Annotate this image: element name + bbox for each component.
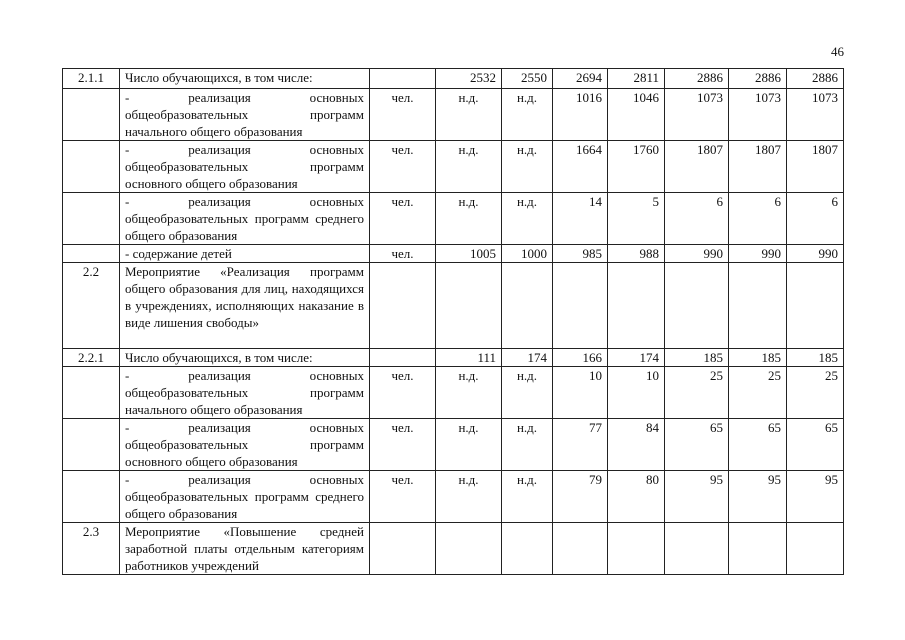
row-unit-cell: чел. [370,245,436,263]
value-cell: 84 [608,419,665,471]
value-cell [553,523,608,575]
value-cell [665,523,729,575]
value-cell: 185 [787,349,844,367]
value-cell: 1760 [608,141,665,193]
value-cell: 95 [729,471,787,523]
value-cell: 2811 [608,69,665,89]
row-number-cell: 2.3 [63,523,120,575]
value-cell: 65 [729,419,787,471]
value-cell: 25 [729,367,787,419]
value-cell [553,263,608,349]
row-name-cell: Число обучающихся, в том числе: [120,69,370,89]
row-unit-cell: чел. [370,471,436,523]
value-cell: 185 [665,349,729,367]
row-name-cell: Мероприятие «Реализация программ общего образования для лиц, находящихся в учреждениях, исполняющих наказание в виде лишения свободы» [120,263,370,349]
value-cell: 174 [608,349,665,367]
value-cell: 1807 [787,141,844,193]
row-unit-cell: чел. [370,419,436,471]
table-row [63,69,844,89]
table-row [63,523,844,575]
value-cell: 1073 [665,89,729,141]
value-cell: н.д. [502,141,553,193]
value-cell: 2886 [665,69,729,89]
table-row [63,141,844,193]
row-number-cell [63,367,120,419]
value-cell: 25 [787,367,844,419]
table-row [63,367,844,419]
row-name-cell: - реализация основных общеобразовательных программ среднего общего образования [120,193,370,245]
row-name-cell: - реализация основных общеобразовательных программ среднего общего образования [120,471,370,523]
value-cell [787,523,844,575]
value-cell: 2694 [553,69,608,89]
value-cell: 1046 [608,89,665,141]
value-cell: н.д. [436,89,502,141]
value-cell [436,523,502,575]
table-row [63,193,844,245]
row-unit-cell: чел. [370,367,436,419]
row-unit-cell [370,523,436,575]
value-cell: н.д. [502,419,553,471]
value-cell: 1807 [665,141,729,193]
value-cell: 65 [787,419,844,471]
value-cell: 6 [787,193,844,245]
row-number-cell [63,141,120,193]
value-cell: 1664 [553,141,608,193]
value-cell: 1807 [729,141,787,193]
value-cell: 95 [787,471,844,523]
row-unit-cell: чел. [370,89,436,141]
value-cell: 1016 [553,89,608,141]
value-cell [608,263,665,349]
value-cell: 185 [729,349,787,367]
row-number-cell [63,89,120,141]
row-unit-cell [370,349,436,367]
value-cell [436,263,502,349]
row-number-cell: 2.2 [63,263,120,349]
row-name-cell: - содержание детей [120,245,370,263]
value-cell: н.д. [502,89,553,141]
value-cell: 25 [665,367,729,419]
value-cell: 2532 [436,69,502,89]
table-row [63,263,844,349]
table-row [63,349,844,367]
row-unit-cell [370,69,436,89]
value-cell: н.д. [436,419,502,471]
table-row [63,419,844,471]
value-cell: 1073 [787,89,844,141]
row-unit-cell [370,263,436,349]
value-cell: 166 [553,349,608,367]
row-name-cell: - реализация основных общеобразовательных программ основного общего образования [120,141,370,193]
value-cell: 174 [502,349,553,367]
value-cell: 2886 [729,69,787,89]
row-unit-cell: чел. [370,141,436,193]
table-row [63,89,844,141]
value-cell [502,263,553,349]
value-cell [729,263,787,349]
value-cell: н.д. [502,367,553,419]
row-name-cell: Мероприятие «Повышение средней заработной платы отдельным категориям работников учреждений [120,523,370,575]
value-cell [787,263,844,349]
value-cell: 1000 [502,245,553,263]
value-cell: 2886 [787,69,844,89]
value-cell: 988 [608,245,665,263]
row-name-cell: - реализация основных общеобразовательных программ начального общего образования [120,89,370,141]
row-number-cell [63,471,120,523]
value-cell: 5 [608,193,665,245]
page-number: 46 [831,44,844,59]
row-number-cell: 2.1.1 [63,69,120,89]
value-cell: 65 [665,419,729,471]
value-cell: 990 [729,245,787,263]
value-cell: н.д. [436,141,502,193]
value-cell: н.д. [436,193,502,245]
value-cell: 2550 [502,69,553,89]
value-cell: 1073 [729,89,787,141]
row-number-cell [63,193,120,245]
value-cell: н.д. [436,471,502,523]
value-cell: н.д. [502,471,553,523]
row-unit-cell: чел. [370,193,436,245]
value-cell: 6 [729,193,787,245]
value-cell: н.д. [502,193,553,245]
indicator-table [62,68,844,575]
value-cell: 77 [553,419,608,471]
value-cell: 14 [553,193,608,245]
value-cell: н.д. [436,367,502,419]
row-number-cell [63,419,120,471]
row-number-cell [63,245,120,263]
value-cell: 79 [553,471,608,523]
table-row [63,245,844,263]
value-cell: 111 [436,349,502,367]
row-name-cell: - реализация основных общеобразовательных программ начального общего образования [120,367,370,419]
row-number-cell: 2.2.1 [63,349,120,367]
value-cell: 985 [553,245,608,263]
value-cell [608,523,665,575]
value-cell [665,263,729,349]
row-name-cell: Число обучающихся, в том числе: [120,349,370,367]
table-row [63,471,844,523]
value-cell: 6 [665,193,729,245]
value-cell: 10 [608,367,665,419]
value-cell: 990 [665,245,729,263]
value-cell [502,523,553,575]
value-cell [729,523,787,575]
value-cell: 95 [665,471,729,523]
value-cell: 1005 [436,245,502,263]
row-name-cell: - реализация основных общеобразовательных программ основного общего образования [120,419,370,471]
value-cell: 80 [608,471,665,523]
value-cell: 990 [787,245,844,263]
value-cell: 10 [553,367,608,419]
